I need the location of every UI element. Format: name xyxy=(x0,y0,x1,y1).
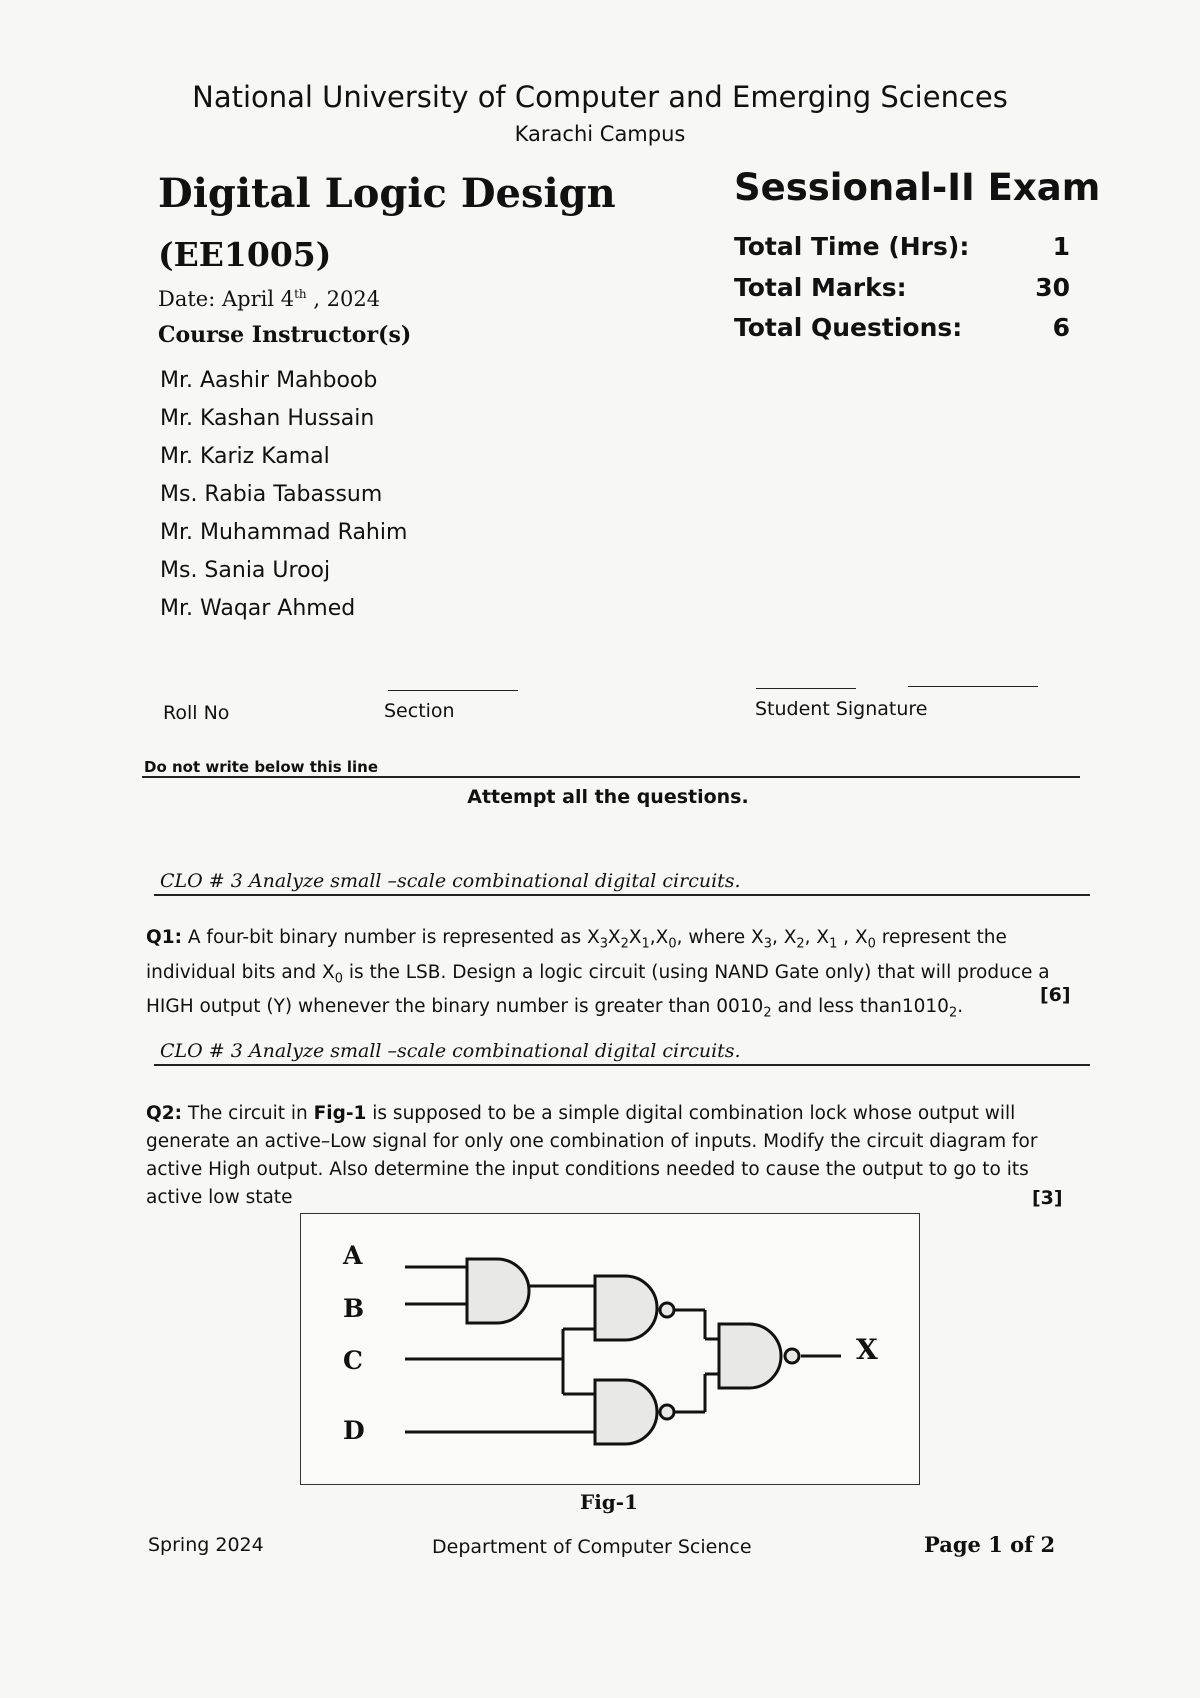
q1-text: is the LSB. Design a logic circuit (using NAND Gate only) that will produce a HIGH output (Y) whenever the binary number is greater than xyxy=(146,961,1050,1018)
footer-semester: Spring 2024 xyxy=(148,1534,264,1556)
input-label-d: D xyxy=(343,1416,365,1445)
clo-heading-2: CLO # 3 Analyze small –scale combinational digital circuits. xyxy=(160,1040,741,1062)
q2-text: is supposed to be a simple digital combination lock whose output will generate an active–Low signal for only one combination of inputs. Modify the circuit diagram for active High output. Also determine the input conditions needed to cause the output to go to its active low state xyxy=(146,1103,1038,1208)
instructor-list xyxy=(160,362,407,628)
total-questions-label: Total Questions: xyxy=(734,313,963,342)
q1-text: . xyxy=(957,996,964,1018)
instructor-item: Ms. Rabia Tabassum xyxy=(160,482,383,507)
instructor-item: Mr. Waqar Ahmed xyxy=(160,596,356,621)
signature-line-2 xyxy=(908,686,1038,687)
clo-rule-2 xyxy=(154,1064,1090,1066)
q1-text: A four-bit binary number is represented as xyxy=(187,927,587,948)
q1-text: represent the individual bits and xyxy=(146,927,1007,983)
figure-caption: Fig-1 xyxy=(580,1490,638,1514)
q1-marks: [6] xyxy=(1040,984,1071,1006)
instructor-item: Mr. Muhammad Rahim xyxy=(160,520,408,545)
date-sup: th xyxy=(294,287,307,301)
q1-value-low: 0010 xyxy=(716,996,764,1018)
exam-title: Sessional-II Exam xyxy=(734,166,1101,209)
total-time-value: 1 xyxy=(1052,232,1070,261)
total-marks-row xyxy=(734,273,1070,302)
input-label-b: B xyxy=(343,1294,365,1323)
page-prefix: Page xyxy=(924,1532,989,1557)
instructors-heading: Course Instructor(s) xyxy=(158,322,412,348)
q1-value-high: 1010 xyxy=(901,996,949,1018)
q1-base: 2 xyxy=(948,1006,958,1022)
page-number: 1 xyxy=(988,1532,1003,1557)
attempt-all-instruction: Attempt all the questions. xyxy=(467,786,749,808)
footer-page xyxy=(924,1532,1055,1557)
student-signature-label: Student Signature xyxy=(755,698,928,720)
and-gate xyxy=(467,1259,529,1323)
roll-no-label: Roll No xyxy=(163,702,230,724)
output-label-x: X xyxy=(856,1333,878,1366)
total-time-label: Total Time (Hrs): xyxy=(734,232,970,261)
input-label-a: A xyxy=(343,1241,363,1270)
course-code: (EE1005) xyxy=(158,235,332,274)
signature-line-1 xyxy=(756,688,856,689)
date-prefix: Date: April 4 xyxy=(158,287,295,311)
q1-text: and less than xyxy=(771,996,902,1018)
instructor-item: Mr. Kashan Hussain xyxy=(160,406,375,431)
divider-rule xyxy=(142,776,1080,778)
total-marks-value: 30 xyxy=(1035,273,1070,302)
footer-department: Department of Computer Science xyxy=(432,1536,752,1558)
clo-rule-1 xyxy=(154,894,1090,896)
total-questions-value: 6 xyxy=(1052,313,1070,342)
do-not-write-note: Do not write below this line xyxy=(144,758,379,776)
nand-gate-1 xyxy=(595,1276,657,1340)
instructor-item: Mr. Kariz Kamal xyxy=(160,444,330,469)
question-1: Q1: A four-bit binary number is represented as $X_3X_2X_1,X_0$, where $X_3$, $X_2$, $X_1$ , $X_0$ represent the individual bits and $X_0$ is the LSB. Design a logic circuit (using NAND Gate only) that will produce a HIGH output (Y) whenever the binary number is greater than $0010_2$ and less $than1010_2$. xyxy=(146,927,1050,1022)
nand-gate-2 xyxy=(595,1380,657,1444)
page-total: 2 xyxy=(1040,1532,1056,1557)
section-label: Section xyxy=(384,700,455,722)
course-title: Digital Logic Design xyxy=(158,170,616,217)
input-label-c: C xyxy=(343,1346,363,1375)
figure-box xyxy=(300,1213,920,1485)
logic-circuit-diagram xyxy=(301,1214,919,1484)
total-time-row xyxy=(734,232,1070,261)
q2-label: Q2: xyxy=(146,1103,182,1124)
instructor-item: Ms. Sania Urooj xyxy=(160,558,331,583)
q2-text: The circuit in xyxy=(187,1103,314,1124)
q2-marks: [3] xyxy=(1032,1187,1063,1209)
q1-label: Q1: xyxy=(146,927,182,948)
date-suffix: , 2024 xyxy=(306,287,381,311)
nand-gate-3 xyxy=(719,1324,781,1388)
campus-name: Karachi Campus xyxy=(514,122,686,146)
q1-base: 2 xyxy=(763,1006,772,1022)
page-mid: of xyxy=(1002,1532,1041,1557)
instructor-item: Mr. Aashir Mahboob xyxy=(160,368,378,393)
section-line xyxy=(388,690,518,691)
university-name: National University of Computer and Emerging Sciences xyxy=(192,80,1008,114)
q2-fig-ref: Fig-1 xyxy=(313,1103,367,1124)
clo-heading-1: CLO # 3 Analyze small –scale combinational digital circuits. xyxy=(160,870,741,892)
total-marks-label: Total Marks: xyxy=(734,273,907,302)
total-questions-row xyxy=(734,313,1070,342)
q1-text: , where xyxy=(676,927,752,948)
question-2 xyxy=(146,1100,1074,1212)
exam-date xyxy=(158,287,380,311)
